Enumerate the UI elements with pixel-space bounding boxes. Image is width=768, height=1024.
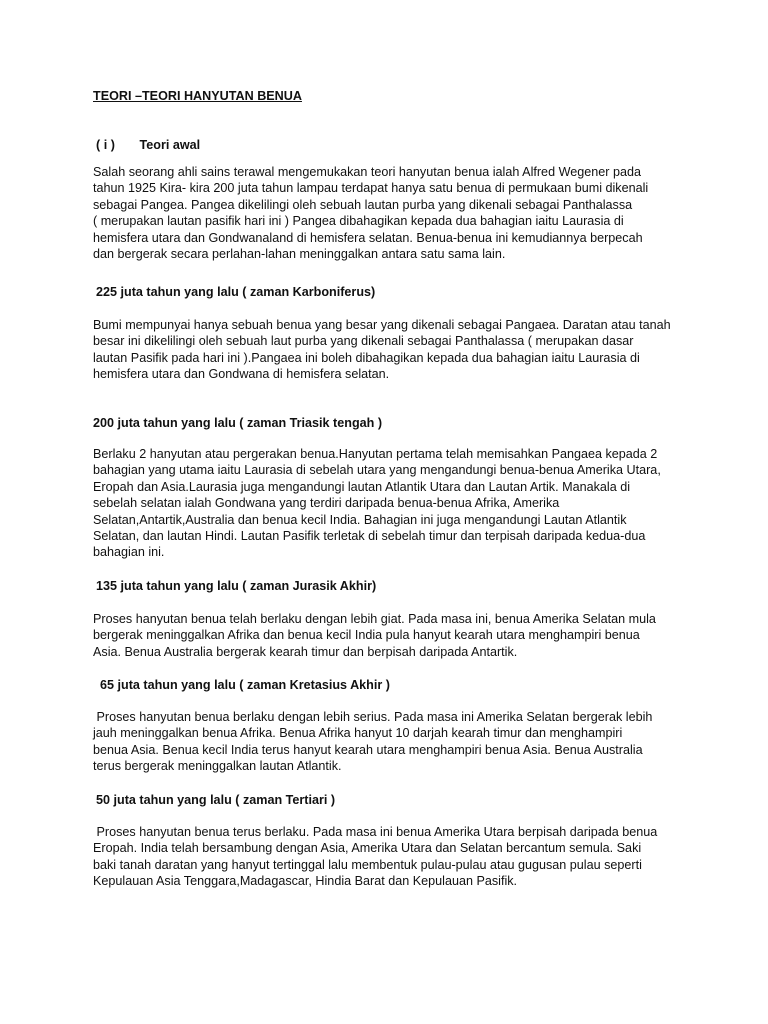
- paragraph-line: terus bergerak meninggalkan lautan Atlantik.: [93, 759, 342, 774]
- paragraph-line: Proses hanyutan benua terus berlaku. Pada masa ini benua Amerika Utara berpisah daripada benua: [93, 825, 658, 839]
- paragraph-line: Asia. Benua Australia bergerak kearah timur dan berpisah daripada Antartik.: [93, 644, 518, 659]
- section-number: ( i ): [96, 138, 115, 152]
- paragraph-line: dan bergerak secara perlahan-lahan meninggalkan antara satu sama lain.: [93, 247, 506, 262]
- paragraph-line: Bumi mempunyai hanya sebuah benua yang besar yang dikenali sebagai Pangaea. Daratan atau tanah: [93, 318, 671, 332]
- paragraph-line: hemisfera utara dan Gondwana di hemisfera selatan.: [93, 367, 390, 382]
- section-paragraph: [93, 709, 693, 775]
- paragraph-line: benua Asia. Benua kecil India terus hanyut kearah utara menghampiri benua Asia. Benua Australia: [93, 742, 643, 757]
- paragraph-line: sebagai Pangea. Pangea dikelilingi oleh sebuah lautan purba yang dikenali sebagai Panthalassa: [93, 197, 633, 212]
- paragraph-line: besar ini dikelilingi oleh sebuah laut purba yang dikenali sebagai Panthalassa ( merupakan dasar: [93, 334, 634, 349]
- paragraph-line: hemisfera utara dan Gondwanaland di hemisfera selatan. Benua-benua ini kemudiannya berpecah: [93, 230, 643, 245]
- section-heading: 65 juta tahun yang lalu ( zaman Kretasius Akhir ): [100, 678, 390, 692]
- document-title: TEORI –TEORI HANYUTAN BENUA: [93, 89, 302, 103]
- paragraph-line: ( merupakan lautan pasifik hari ini ) Pangea dibahagikan kepada dua bahagian iaitu Laurasia di: [93, 214, 624, 229]
- paragraph-line: tahun 1925 Kira- kira 200 juta tahun lampau terdapat hanya satu benua di permukaan bumi dikenali: [93, 181, 649, 196]
- paragraph-line: sebelah selatan ialah Gondwana yang terdiri daripada benua-benua Afrika, Amerika: [93, 496, 560, 511]
- paragraph-line: Eropah. India telah bersambung dengan Asia, Amerika Utara dan Selatan bercantum semula. Saki: [93, 841, 642, 856]
- paragraph-line: Selatan, dan lautan Hindi. Lautan Pasifik terletak di sebelah timur dan terpisah daripada kedua-dua: [93, 529, 646, 544]
- paragraph-line: Proses hanyutan benua berlaku dengan lebih serius. Pada masa ini Amerika Selatan bergerak lebih: [93, 710, 653, 724]
- section-paragraph: [93, 446, 693, 561]
- paragraph-line: baki tanah daratan yang hanyut tertinggal lalu membentuk pulau-pulau atau gugusan pulau seperti: [93, 857, 642, 872]
- paragraph-line: jauh meninggalkan benua Afrika. Benua Afrika hanyut 10 darjah kearah timur dan menghampiri: [93, 726, 623, 741]
- paragraph-line: Kepulauan Asia Tenggara,Madagascar, Hindia Barat dan Kepulauan Pasifik.: [93, 874, 518, 889]
- intro-paragraph: [93, 164, 693, 262]
- paragraph-line: bergerak meninggalkan Afrika dan benua kecil India pula hanyut kearah utara menghampiri benua: [93, 628, 640, 643]
- paragraph-line: Selatan,Antartik,Australia dan benua kecil India. Bahagian ini juga mengandungi Lautan Atlantik: [93, 512, 627, 527]
- section-title: Teori awal: [139, 138, 201, 152]
- paragraph-line: bahagian yang utama iaitu Laurasia di sebelah utara yang mengandungi benua-benua Amerika Utara,: [93, 463, 661, 478]
- section-heading: 200 juta tahun yang lalu ( zaman Triasik tengah ): [93, 416, 383, 430]
- section-paragraph: [93, 317, 693, 383]
- paragraph-line: Eropah dan Asia.Laurasia juga mengandungi lautan Atlantik Utara dan Lautan Artik. Manakala di: [93, 479, 630, 494]
- paragraph-line: Berlaku 2 hanyutan atau pergerakan benua.Hanyutan pertama telah memisahkan Pangaea kepada 2: [93, 447, 658, 461]
- section-heading: 135 juta tahun yang lalu ( zaman Jurasik Akhir): [96, 579, 377, 593]
- paragraph-line: bahagian ini.: [93, 545, 165, 560]
- section-heading: 225 juta tahun yang lalu ( zaman Karboniferus): [96, 285, 376, 299]
- paragraph-line: lautan Pasifik pada hari ini ).Pangaea ini boleh dibahagikan kepada dua bahagian iaitu Laurasia di: [93, 350, 640, 365]
- section-paragraph: [93, 611, 693, 660]
- section-heading-teori-awal: [96, 137, 200, 153]
- section-paragraph: [93, 824, 693, 890]
- paragraph-line: Salah seorang ahli sains terawal mengemukakan teori hanyutan benua ialah Alfred Wegener pada: [93, 165, 641, 179]
- paragraph-line: Proses hanyutan benua telah berlaku dengan lebih giat. Pada masa ini, benua Amerika Selatan mula: [93, 612, 656, 626]
- section-heading: 50 juta tahun yang lalu ( zaman Tertiari ): [96, 793, 336, 807]
